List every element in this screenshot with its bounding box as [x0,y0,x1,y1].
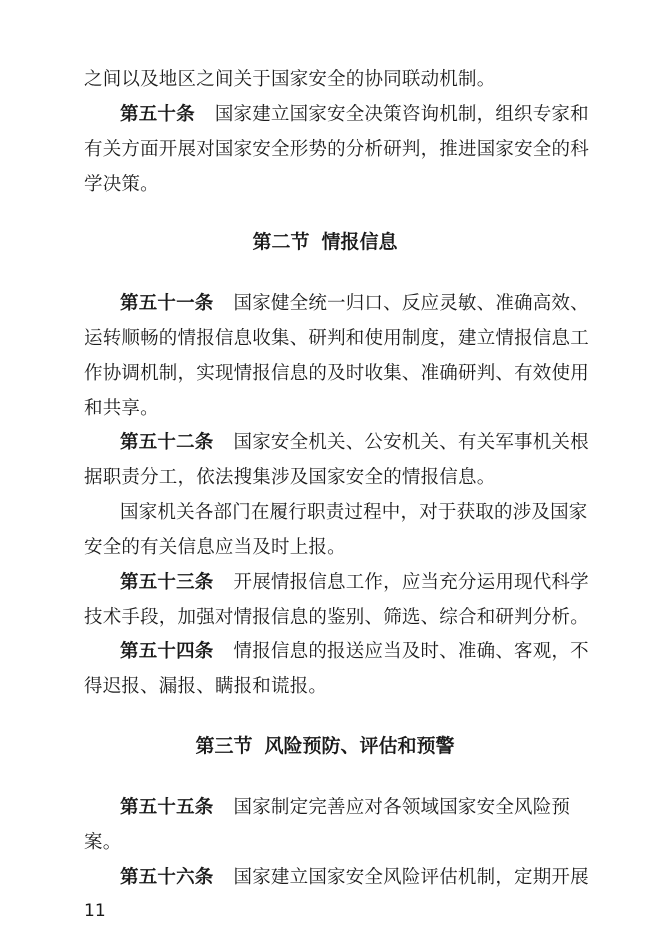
line-text: 国家机关各部门在履行职责过程中，对于获取的涉及国家 [120,502,588,523]
article-line [120,103,589,127]
article-number: 第五十二条 [120,432,214,453]
paragraph-line [84,466,568,490]
article-number: 第五十一条 [120,293,214,314]
section-title: 风险预防、评估和预警 [264,735,455,757]
paragraph-line [84,831,568,855]
article-number: 第五十三条 [120,572,214,593]
line-text: 得迟报、漏报、瞒报和谎报。 [84,676,328,697]
line-text: 之间以及地区之间关于国家安全的协同联动机制。 [84,69,496,90]
article-line [120,640,589,664]
article-number: 第五十六条 [120,867,214,888]
line-text: 情报信息的报送应当及时、准确、客观，不 [233,641,589,662]
section-heading [0,734,650,758]
line-text: 国家制定完善应对各领域国家安全风险预 [233,797,571,818]
article-line [120,292,589,316]
article-line [120,431,589,455]
section-number: 第二节 [252,231,310,253]
line-text: 有关方面开展对国家安全形势的分析研判，推进国家安全的科 [84,139,589,160]
paragraph-line [84,397,568,421]
section-title: 情报信息 [321,231,398,253]
line-text: 国家健全统一归口、反应灵敏、准确高效、 [233,293,589,314]
article-number: 第五十四条 [120,641,214,662]
line-text: 国家建立国家安全风险评估机制，定期开展 [233,867,589,888]
article-number: 第五十五条 [120,797,214,818]
line-text: 运转顺畅的情报信息收集、研判和使用制度，建立情报信息工 [84,328,589,349]
paragraph-line [84,68,568,92]
line-text: 学决策。 [84,174,159,195]
article-line [120,571,589,595]
article-line [120,796,571,820]
page-number: 11 [84,901,106,921]
paragraph-line [84,675,568,699]
line-text: 开展情报信息工作，应当充分运用现代科学 [233,572,589,593]
paragraph-line [84,173,568,197]
line-text: 技术手段，加强对情报信息的鉴别、筛选、综合和研判分析。 [84,607,589,628]
line-text: 案。 [84,832,122,853]
line-text: 安全的有关信息应当及时上报。 [84,537,346,558]
paragraph-line [84,327,589,351]
line-text: 国家建立国家安全决策咨询机制，组织专家和 [214,104,589,125]
section-heading [0,230,650,254]
paragraph-line [84,536,568,560]
line-text: 据职责分工，依法搜集涉及国家安全的情报信息。 [84,467,496,488]
paragraph-line [84,138,589,162]
article-number: 第五十条 [120,104,195,125]
article-line [120,866,589,890]
paragraph-line [120,501,588,525]
line-text: 国家安全机关、公安机关、有关军事机关根 [233,432,589,453]
paragraph-line [84,362,589,386]
section-number: 第三节 [195,735,253,757]
paragraph-line [84,606,589,630]
line-text: 作协调机制，实现情报信息的及时收集、准确研判、有效使用 [84,363,589,384]
line-text: 和共享。 [84,398,159,419]
